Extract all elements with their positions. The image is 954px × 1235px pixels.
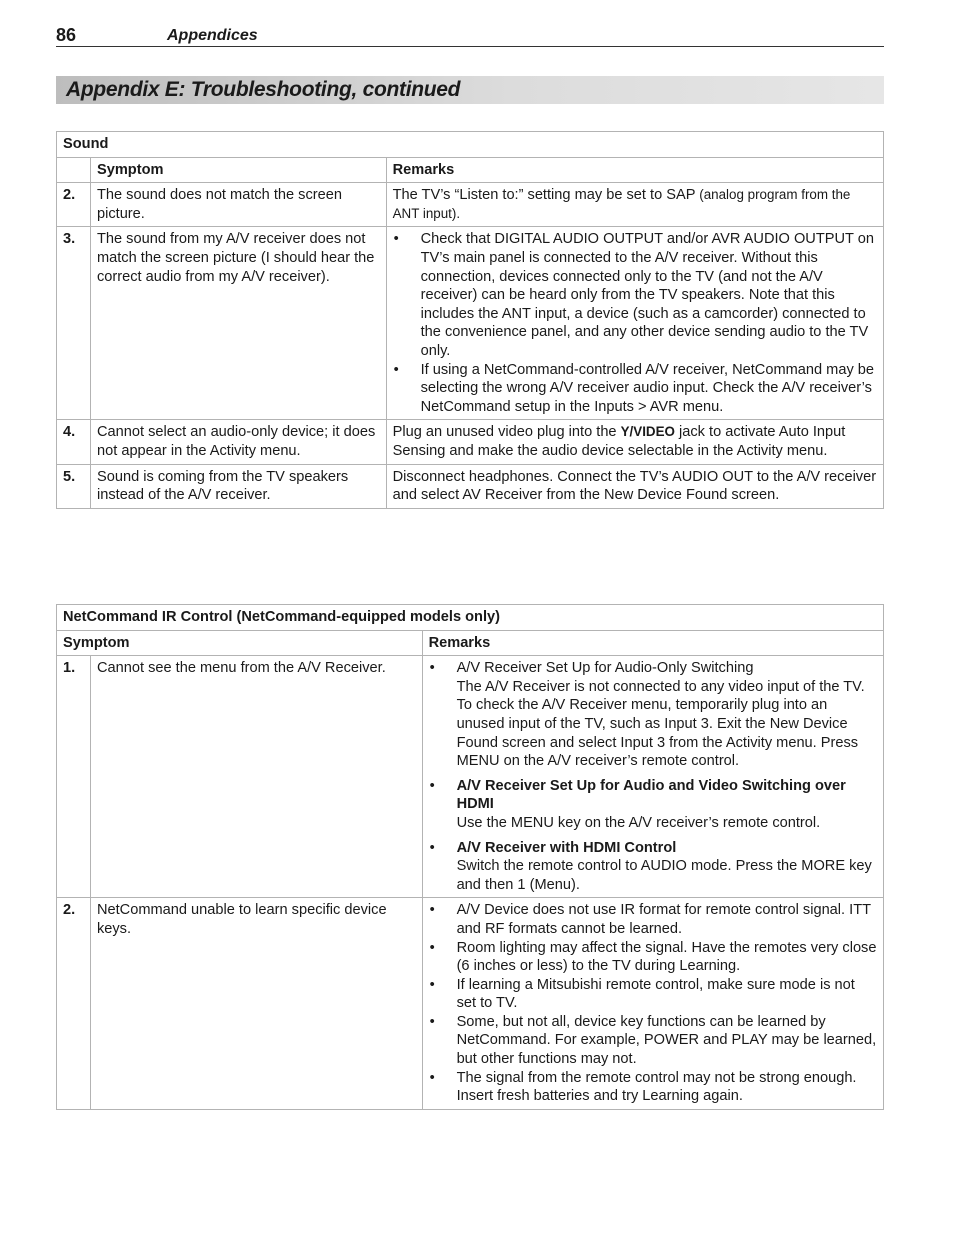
symptom-cell: Cannot select an audio-only device; it does not appear in the Activity menu. [90,420,386,464]
remarks-cell: Disconnect headphones. Connect the TV’s AUDIO OUT to the A/V receiver and select AV Receiver from the New Device Found screen. [386,464,883,508]
row-number: 2. [57,898,91,1110]
bullet-icon: • [393,361,399,378]
remarks-text: Plug an unused video plug into the [392,424,617,441]
bullet-icon: • [429,777,435,794]
row-number: 5. [57,464,91,508]
list-item-text: Some, but not all, device key functions can be learned by NetCommand. For example, POWER and PLAY may be learned, but other functions may not. [456,1013,877,1068]
list-item-text: Check that DIGITAL AUDIO OUTPUT and/or AVR AUDIO OUTPUT on TV’s main panel is connected to the A/V receiver. Without this connection, devices connected only to the TV (and not the A/V receiver) can be heard only from the TV speakers. Note that this includes the ANT input, a device (such as a camcorder) connected to the convenience panel, and any other device sending audio to the TV only. [420,231,874,359]
symptom-cell: NetCommand unable to learn specific device keys. [90,898,422,1110]
table-row [57,183,884,227]
list-item [429,659,877,771]
table-header-row [57,630,884,656]
remarks-text: The TV’s “Listen to:” setting may be set to SAP [392,187,696,204]
netcommand-table [56,604,884,1110]
list-item [393,230,877,360]
section-label: Appendices [167,27,258,44]
remarks-cell [386,227,883,420]
list-item [429,901,877,938]
remarks-text: jack to activate Auto Input Sensing and make the audio device selectable in the Activity menu. [392,424,846,459]
list-item-text: Room lighting may affect the signal. Have the remotes very close (6 inches or less) to the TV during Learning. [456,939,877,975]
list-item-heading: A/V Receiver Set Up for Audio and Video Switching over HDMI [456,777,846,813]
bullet-icon: • [429,660,435,677]
list-item-heading: A/V Receiver Set Up for Audio-Only Switching [456,660,754,677]
remarks-cell [422,656,883,898]
row-number: 2. [57,183,91,227]
column-header-symptom: Symptom [57,630,423,656]
bullet-icon: • [429,939,435,956]
column-header-remarks: Remarks [386,157,883,183]
remarks-cell [386,420,883,464]
symptom-cell: Sound is coming from the TV speakers instead of the A/V receiver. [90,464,386,508]
list-item [429,839,877,895]
bullet-icon: • [393,231,399,248]
table-caption-row [57,132,884,158]
remarks-bullet-list [393,230,877,416]
symptom-cell: Cannot see the menu from the A/V Receiver. [90,656,422,898]
page-title: Appendix E: Troubleshooting, continued [66,78,461,101]
list-item [429,777,877,833]
remarks-cell [422,898,883,1110]
remarks-cell [386,183,883,227]
symptom-cell: The sound does not match the screen picture. [90,183,386,227]
header-num-cell [57,157,91,183]
list-item [429,976,877,1013]
table-row [57,464,884,508]
remarks-note: (analog program from the ANT input). [392,187,851,221]
bullet-icon: • [429,902,435,919]
list-item-text: Switch the remote control to AUDIO mode. Press the MORE key and then 1 (Menu). [456,858,872,893]
table-caption: NetCommand IR Control (NetCommand-equipped models only) [57,605,884,631]
symptom-cell: The sound from my A/V receiver does not match the screen picture (I should hear the correct audio from my A/V receiver). [90,227,386,420]
list-item-text: If learning a Mitsubishi remote control, make sure mode is not set to TV. [456,976,855,1012]
jack-name: Y/VIDEO [620,424,675,440]
list-item [393,361,877,417]
table-row [57,656,884,898]
list-item-text: The signal from the remote control may not be strong enough. Insert fresh batteries and try Learning again. [456,1069,857,1105]
list-item [429,1069,877,1106]
row-number: 1. [57,656,91,898]
list-item [429,939,877,976]
list-item-heading: A/V Receiver with HDMI Control [456,839,677,856]
column-header-symptom: Symptom [90,157,386,183]
bullet-icon: • [429,839,435,856]
bullet-icon: • [429,1069,435,1086]
table-row [57,227,884,420]
list-item [429,1013,877,1069]
list-item-text: Use the MENU key on the A/V receiver’s remote control. [456,814,821,831]
list-item-text: If using a NetCommand-controlled A/V receiver, NetCommand may be selecting the wrong A/V receiver audio input. Check the A/V receiver’s NetCommand setup in the Inputs > AVR menu. [420,361,875,415]
table-caption-row [57,605,884,631]
table-caption: Sound [57,132,884,158]
remarks-bullet-list [429,901,877,1106]
sound-table [56,131,884,509]
page-header [56,24,884,47]
list-item-text: The A/V Receiver is not connected to any video input of the TV. To check the A/V Receiver menu, temporarily plug into an unused input of the TV, such as Input 3. Exit the New Device Found screen and select Input 3 from the Activity menu. Press MENU on the A/V receiver’s remote control. [456,678,865,770]
page-number: 86 [56,25,77,45]
bullet-icon: • [429,976,435,993]
row-number: 3. [57,227,91,420]
column-header-remarks: Remarks [422,630,883,656]
table-header-row [57,157,884,183]
row-number: 4. [57,420,91,464]
bullet-icon: • [429,1013,435,1030]
table-row [57,898,884,1110]
remarks-bullet-list [429,659,877,894]
table-row [57,420,884,464]
list-item-text: A/V Device does not use IR format for remote control signal. ITT and RF formats cannot be learned. [456,902,871,937]
appendix-title-bar [56,76,884,104]
